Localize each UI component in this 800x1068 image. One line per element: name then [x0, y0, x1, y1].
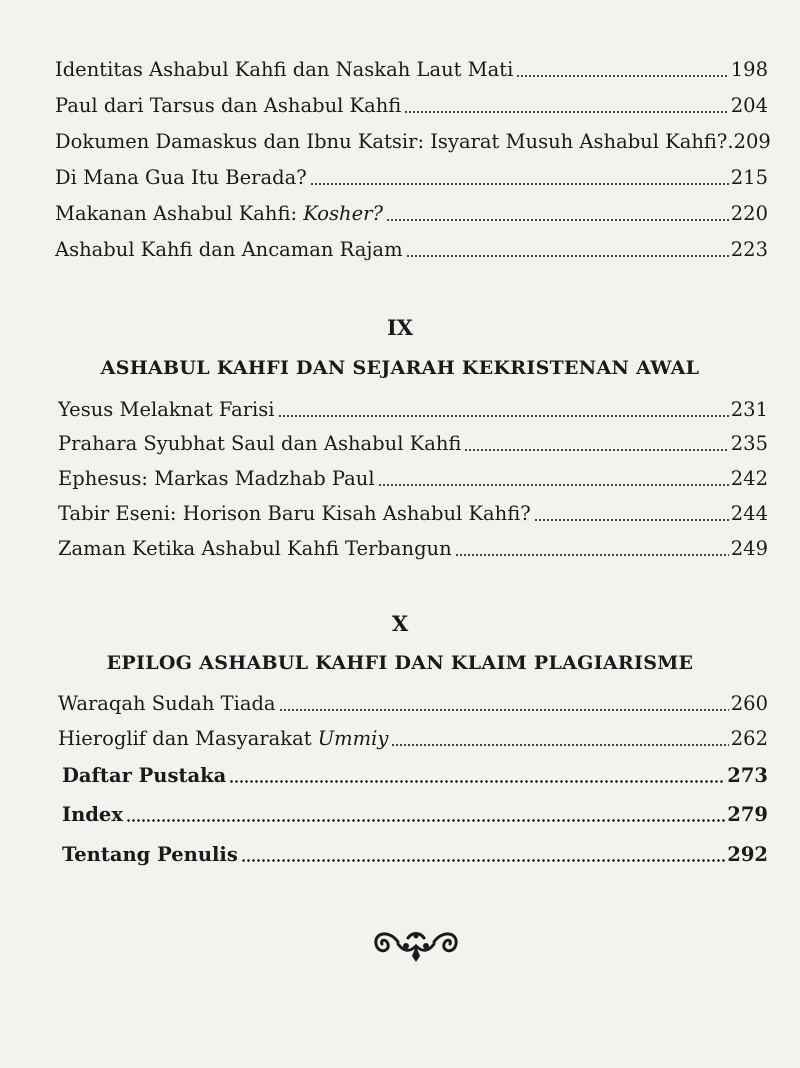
toc-entry-title: Prahara Syubhat Saul dan Ashabul Kahfi [58, 432, 462, 455]
toc-entry-page: 249 [730, 537, 768, 560]
toc-entry[interactable] [58, 717, 768, 751]
dot-leader [126, 819, 725, 822]
dot-leader [241, 859, 725, 862]
toc-entry[interactable] [55, 156, 768, 190]
toc-entry-title: Daftar Pustaka [62, 764, 227, 787]
decorative-flourish-icon [368, 922, 464, 966]
toc-entry[interactable] [58, 527, 768, 561]
dot-leader [278, 415, 729, 417]
dot-leader [279, 709, 729, 711]
toc-entry[interactable] [62, 793, 768, 827]
toc-entry-page: 220 [730, 202, 768, 225]
toc-entry[interactable] [62, 833, 768, 867]
toc-entry-title: Ephesus: Markas Madzhab Paul [58, 467, 375, 490]
toc-entry-title: Identitas Ashabul Kahfi dan Naskah Laut Mati [55, 58, 514, 81]
toc-entry-page: 262 [730, 727, 768, 750]
toc-entry-page: 244 [730, 502, 768, 525]
chapter-title: ASHABUL KAHFI DAN SEJARAH KEKRISTENAN AWAL [100, 357, 700, 379]
toc-entry[interactable] [55, 228, 768, 262]
toc-entry-page: 215 [730, 166, 768, 189]
toc-entry-title: Hieroglif dan Masyarakat Ummiy [58, 727, 389, 750]
dot-leader [404, 111, 728, 113]
toc-entry-page: 242 [730, 467, 768, 490]
dot-leader [310, 183, 729, 185]
chapter-number: X [391, 611, 409, 636]
toc-entry-title: Ashabul Kahfi dan Ancaman Rajam [55, 238, 403, 261]
toc-entry-title: Waraqah Sudah Tiada [58, 692, 276, 715]
toc-entry-title: Tabir Eseni: Horison Baru Kisah Ashabul Kahfi? [58, 502, 531, 525]
toc-entry-page: 204 [730, 94, 768, 117]
dot-leader [378, 484, 729, 486]
dot-leader [386, 219, 729, 221]
toc-entry[interactable] [58, 388, 768, 422]
toc-entry[interactable] [58, 422, 768, 456]
toc-entry-page: 231 [730, 398, 768, 421]
toc-entry-title: Zaman Ketika Ashabul Kahfi Terbangun [58, 537, 452, 560]
dot-leader [464, 449, 728, 451]
dot-leader [229, 780, 725, 783]
toc-entry-title: Makanan Ashabul Kahfi: Kosher? [55, 202, 383, 225]
toc-entry[interactable] [55, 48, 768, 82]
dot-leader [455, 554, 729, 556]
toc-entry[interactable] [55, 192, 768, 226]
toc-entry-page: 198 [730, 58, 768, 81]
toc-entry[interactable] [58, 457, 768, 491]
toc-entry[interactable] [62, 754, 768, 788]
toc-entry-title: Dokumen Damaskus dan Ibnu Katsir: Isyarat Musuh Ashabul Kahfi? [55, 130, 728, 153]
toc-entry[interactable] [58, 492, 768, 526]
chapter-title: EPILOG ASHABUL KAHFI DAN KLAIM PLAGIARISME [106, 652, 694, 674]
toc-entry[interactable] [58, 682, 768, 716]
dot-leader [391, 744, 728, 746]
toc-entry[interactable] [55, 84, 768, 118]
dot-leader [406, 255, 729, 257]
toc-entry-page: 235 [730, 432, 768, 455]
toc-entry-page: 279 [727, 803, 768, 826]
toc-entry-page: 223 [730, 238, 768, 261]
toc-entry[interactable] [55, 120, 771, 154]
toc-entry-page: 273 [727, 764, 768, 787]
toc-entry-title: Paul dari Tarsus dan Ashabul Kahfi [55, 94, 402, 117]
toc-entry-title: Index [62, 803, 123, 826]
toc-entry-title: Tentang Penulis [62, 843, 238, 866]
toc-entry-page: 260 [730, 692, 768, 715]
chapter-number: IX [386, 315, 414, 340]
dot-leader [534, 519, 729, 521]
dot-leader [516, 75, 728, 77]
toc-entry-page: 292 [727, 843, 768, 866]
toc-entry-title: Di Mana Gua Itu Berada? [55, 166, 307, 189]
toc-entry-title: Yesus Melaknat Farisi [58, 398, 275, 421]
toc-entry-page: .209 [727, 130, 771, 153]
